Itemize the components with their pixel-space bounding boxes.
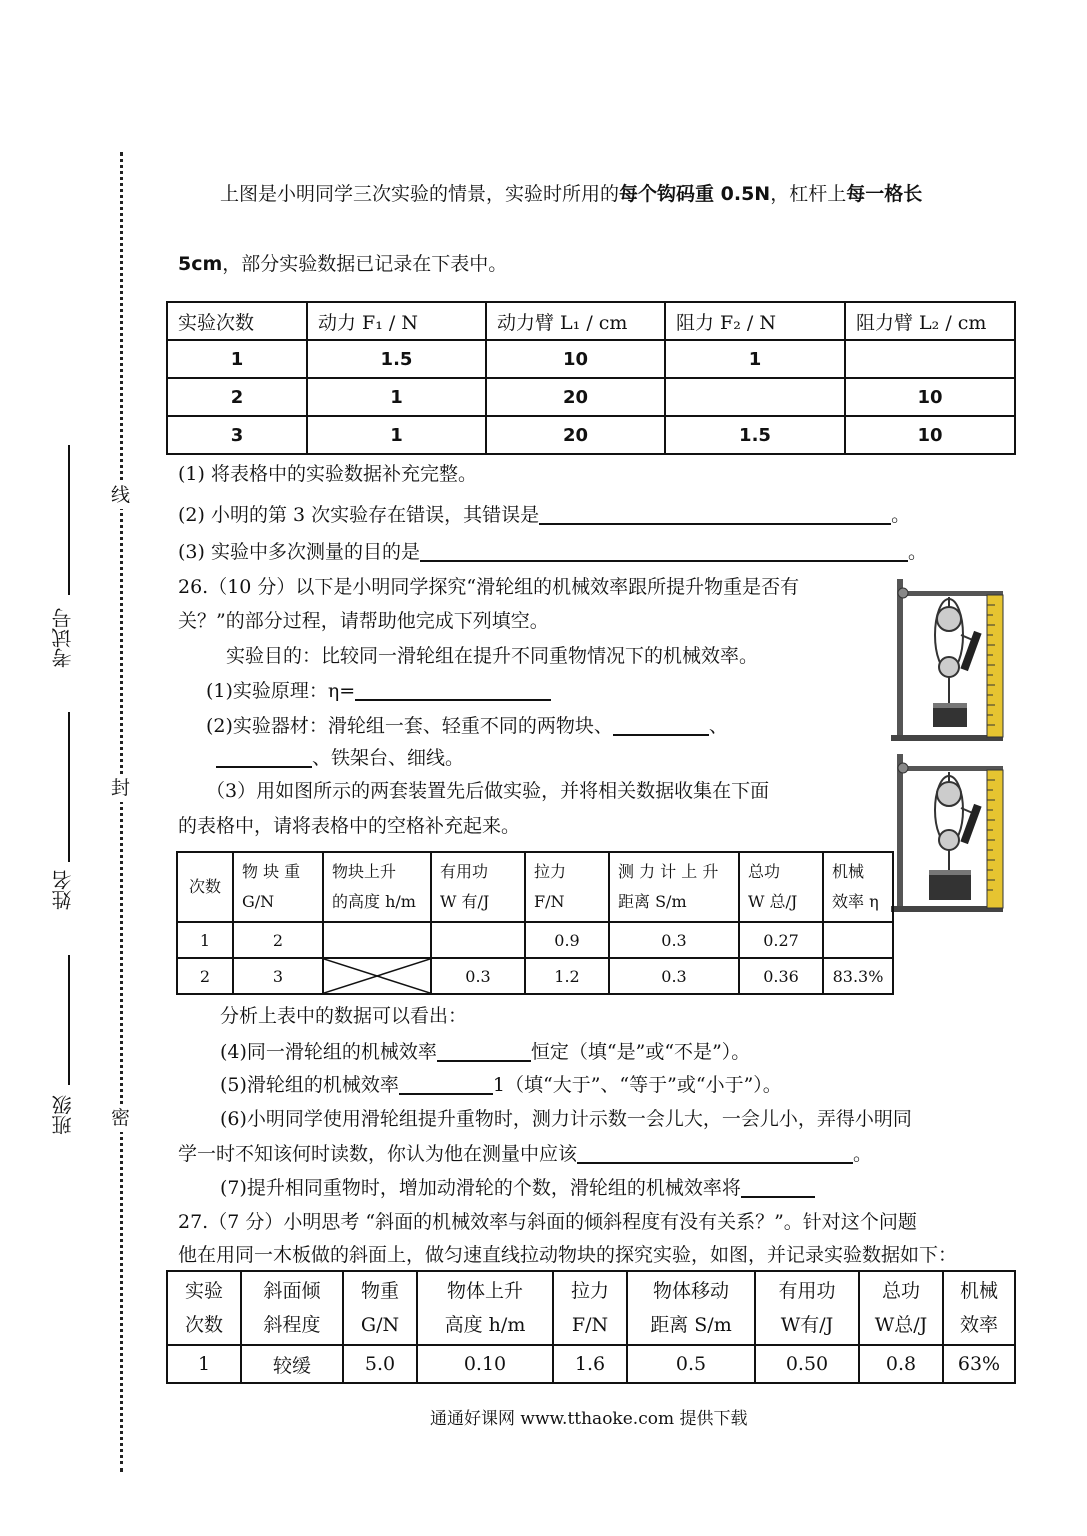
header-text: 拉力 bbox=[534, 862, 567, 881]
table-cell: 10 bbox=[845, 416, 1015, 454]
header-cell bbox=[739, 852, 823, 922]
intro-bold-grid: 每一格长 bbox=[846, 183, 923, 205]
table-row bbox=[177, 922, 893, 958]
q25-3 bbox=[178, 542, 927, 562]
header-text: W 有/J bbox=[440, 892, 490, 911]
q25-1: (1) 将表格中的实验数据补充完整。 bbox=[178, 463, 477, 485]
header-cell bbox=[823, 852, 893, 922]
header-text: 效率 bbox=[959, 1314, 998, 1336]
table-row bbox=[177, 958, 893, 994]
table-row bbox=[167, 340, 1015, 378]
q26-4-text-2: 恒定（填“是”或“不是”）。 bbox=[530, 1041, 751, 1063]
q26-7-text: (7)提升相同重物时，增加动滑轮的个数，滑轮组的机械效率将 bbox=[220, 1177, 741, 1199]
q25-2-text: (2) 小明的第 3 次实验存在错误，其错误是 bbox=[178, 504, 540, 526]
table-cell: 3 bbox=[167, 416, 307, 454]
intro-bold-weight: 每个钩码重 0.5N bbox=[619, 183, 771, 205]
table-header-row bbox=[167, 1271, 1015, 1345]
table-cell: 2 bbox=[177, 958, 233, 994]
pulley-apparatus-figure-1 bbox=[887, 575, 1007, 743]
q26-step3-line-1: （3）用如图所示的两套装置先后做实验，并将相关数据收集在下面 bbox=[206, 780, 770, 802]
table-cell: 1 bbox=[167, 1345, 241, 1383]
table-cell: 0.36 bbox=[739, 958, 823, 994]
header-cell bbox=[553, 1271, 627, 1345]
header-text: 距离 S/m bbox=[650, 1314, 732, 1336]
q26-4 bbox=[220, 1042, 750, 1062]
table-cell: 0.50 bbox=[755, 1345, 859, 1383]
header-cell bbox=[177, 852, 233, 922]
header-cell bbox=[167, 1271, 241, 1345]
table-cell: 1.5 bbox=[665, 416, 845, 454]
q25-2 bbox=[178, 505, 910, 525]
header-text: 总功 bbox=[881, 1280, 920, 1302]
q26-5-text-2: 1（填“大于”、“等于”或“小于”）。 bbox=[492, 1074, 782, 1096]
q26-equipment-text: (2)实验器材：滑轮组一套、轻重不同的两物块、 bbox=[206, 715, 613, 737]
header-text: W 总/J bbox=[748, 892, 798, 911]
answer-blank[interactable] bbox=[399, 1075, 493, 1095]
q26-line-1: 26.（10 分）以下是小明同学探究“滑轮组的机械效率跟所提升物重是否有 bbox=[178, 576, 800, 598]
table-cell: 较缓 bbox=[241, 1345, 343, 1383]
header-text: G/N bbox=[242, 892, 275, 911]
header-text: 物块上升 bbox=[332, 862, 397, 881]
q26-equipment-text-2: 、铁架台、细线。 bbox=[312, 747, 465, 769]
q26-6-line-2 bbox=[178, 1144, 872, 1164]
header-text: 拉力 bbox=[570, 1280, 609, 1302]
header-cell bbox=[627, 1271, 755, 1345]
q27-line-2: 他在用同一木板做的斜面上，做匀速直线拉动物块的探究实验，如图，并记录实验数据如下： bbox=[178, 1244, 958, 1266]
table-cell: 0.27 bbox=[739, 922, 823, 958]
incline-data-table bbox=[166, 1270, 1016, 1384]
intro-text-2: ，杠杆上 bbox=[770, 183, 847, 205]
table-cell: 3 bbox=[233, 958, 323, 994]
header-text: 高度 h/m bbox=[444, 1314, 526, 1336]
lever-data-table bbox=[166, 301, 1016, 455]
q25-2-end: 。 bbox=[891, 504, 911, 526]
table-row bbox=[167, 378, 1015, 416]
answer-blank[interactable] bbox=[420, 542, 908, 562]
cross-out-mark bbox=[324, 959, 430, 993]
header-cell bbox=[755, 1271, 859, 1345]
header-text: 距离 S/m bbox=[618, 892, 687, 911]
q26-7 bbox=[220, 1178, 815, 1198]
table-cell: 1.5 bbox=[307, 340, 486, 378]
header-text: 效率 η bbox=[832, 892, 879, 911]
header-cell bbox=[343, 1271, 417, 1345]
header-cell bbox=[609, 852, 739, 922]
header-text: 物体上升 bbox=[446, 1280, 523, 1302]
header-text: 的高度 h/m bbox=[332, 892, 416, 911]
table-cell: 83.3% bbox=[823, 958, 893, 994]
intro-line-1 bbox=[220, 185, 922, 204]
table-cell: 0.9 bbox=[525, 922, 609, 958]
header-cell bbox=[431, 852, 525, 922]
header-text: 斜程度 bbox=[263, 1314, 321, 1336]
table-cell: 0.10 bbox=[417, 1345, 553, 1383]
table-cell: 0.3 bbox=[609, 958, 739, 994]
q27-line-1: 27.（7 分）小明思考 “斜面的机械效率与斜面的倾斜程度有没有关系？”。针对这个问题 bbox=[178, 1211, 917, 1233]
header-cell: 阻力臂 L₂ / cm bbox=[845, 302, 1015, 340]
header-cell: 动力臂 L₁ / cm bbox=[486, 302, 665, 340]
q26-purpose: 实验目的：比较同一滑轮组在提升不同重物情况下的机械效率。 bbox=[226, 645, 759, 667]
header-text: 次数 bbox=[184, 1314, 223, 1336]
header-cell bbox=[417, 1271, 553, 1345]
table-cell: 0.8 bbox=[859, 1345, 943, 1383]
q26-5-text: (5)滑轮组的机械效率 bbox=[220, 1074, 399, 1096]
header-cell bbox=[859, 1271, 943, 1345]
answer-blank[interactable] bbox=[355, 681, 551, 701]
q26-equipment-sep: 、 bbox=[708, 715, 728, 737]
name-line bbox=[68, 712, 70, 862]
table-cell-blank[interactable] bbox=[823, 922, 893, 958]
table-cell-crossed bbox=[323, 958, 431, 994]
analysis-intro: 分析上表中的数据可以看出： bbox=[220, 1005, 468, 1027]
header-text: 有用功 bbox=[778, 1280, 836, 1302]
header-cell: 动力 F₁ / N bbox=[307, 302, 486, 340]
header-cell bbox=[525, 852, 609, 922]
q25-3-end: 。 bbox=[907, 541, 927, 563]
table-header-row bbox=[167, 302, 1015, 340]
table-cell: 1 bbox=[177, 922, 233, 958]
header-text: 次数 bbox=[188, 877, 221, 896]
table-cell: 0.5 bbox=[627, 1345, 755, 1383]
table-cell-blank[interactable] bbox=[431, 922, 525, 958]
intro-text-1: 上图是小明同学三次实验的情景，实验时所用的 bbox=[220, 183, 620, 205]
header-text: 机械 bbox=[832, 862, 865, 881]
q26-step3-line-2: 的表格中，请将表格中的空格补充起来。 bbox=[178, 815, 521, 837]
table-cell: 10 bbox=[486, 340, 665, 378]
table-cell: 20 bbox=[486, 378, 665, 416]
header-text: 测 力 计 上 升 bbox=[618, 862, 719, 881]
table-cell: 20 bbox=[486, 416, 665, 454]
header-text: F/N bbox=[534, 892, 565, 911]
table-cell: 1 bbox=[307, 378, 486, 416]
q26-6-text: 学一时不知该何时读数，你认为他在测量中应该 bbox=[178, 1143, 578, 1165]
intro-line-2 bbox=[178, 255, 507, 274]
table-cell: 1.6 bbox=[553, 1345, 627, 1383]
table-cell: 0.3 bbox=[431, 958, 525, 994]
table-cell: 1.2 bbox=[525, 958, 609, 994]
table-cell: 1 bbox=[665, 340, 845, 378]
answer-blank[interactable] bbox=[216, 748, 312, 768]
header-cell bbox=[943, 1271, 1015, 1345]
table-cell: 2 bbox=[233, 922, 323, 958]
answer-blank[interactable] bbox=[741, 1178, 815, 1198]
header-text: 物体移动 bbox=[652, 1280, 729, 1302]
header-text: 总功 bbox=[748, 862, 781, 881]
table-cell: 1 bbox=[307, 416, 486, 454]
binding-dotted-line bbox=[120, 152, 123, 1472]
table-cell-blank[interactable] bbox=[845, 340, 1015, 378]
header-text: 斜面倾 bbox=[263, 1280, 321, 1302]
table-cell: 63% bbox=[943, 1345, 1015, 1383]
header-text: 机械 bbox=[959, 1280, 998, 1302]
header-cell bbox=[233, 852, 323, 922]
table-header-row bbox=[177, 852, 893, 922]
header-text: 实验 bbox=[184, 1280, 223, 1302]
q26-5 bbox=[220, 1075, 782, 1095]
table-cell: 5.0 bbox=[343, 1345, 417, 1383]
table-cell: 10 bbox=[845, 378, 1015, 416]
q26-principle-text: (1)实验原理：η= bbox=[206, 680, 356, 702]
header-text: 物 块 重 bbox=[242, 862, 301, 881]
exam-no-line bbox=[68, 445, 70, 595]
header-text: 物重 bbox=[360, 1280, 399, 1302]
header-cell bbox=[323, 852, 431, 922]
table-cell-blank[interactable] bbox=[665, 378, 845, 416]
q25-3-text: (3) 实验中多次测量的目的是 bbox=[178, 541, 420, 563]
header-text: W有/J bbox=[780, 1314, 834, 1336]
q26-line-2: 关？”的部分过程，请帮助他完成下列填空。 bbox=[178, 610, 549, 632]
table-cell: 1 bbox=[167, 340, 307, 378]
header-text: G/N bbox=[360, 1314, 400, 1336]
header-text: 有用功 bbox=[440, 862, 489, 881]
pulley-data-table bbox=[176, 851, 894, 995]
q26-6-line-1: (6)小明同学使用滑轮组提升重物时，测力计示数一会儿大，一会儿小，弄得小明同 bbox=[220, 1108, 912, 1130]
q26-6-end: 。 bbox=[853, 1143, 873, 1165]
seal-label-feng: 封 bbox=[111, 775, 130, 802]
exam-no-label: 考试号 bbox=[51, 608, 75, 668]
answer-blank[interactable] bbox=[437, 1042, 531, 1062]
seal-label-mi: 密 bbox=[111, 1105, 130, 1132]
table-cell: 2 bbox=[167, 378, 307, 416]
intro-text-3: ，部分实验数据已记录在下表中。 bbox=[222, 253, 508, 275]
table-row bbox=[167, 416, 1015, 454]
answer-blank[interactable] bbox=[539, 505, 891, 525]
seal-label-xian: 线 bbox=[111, 482, 130, 509]
class-line bbox=[68, 955, 70, 1085]
header-cell: 实验次数 bbox=[167, 302, 307, 340]
q26-principle bbox=[206, 681, 551, 701]
q26-equipment bbox=[206, 716, 728, 736]
q26-equipment-2 bbox=[216, 748, 464, 768]
pulley-apparatus-figure-2 bbox=[887, 750, 1007, 914]
header-cell bbox=[241, 1271, 343, 1345]
table-cell: 0.3 bbox=[609, 922, 739, 958]
table-cell-blank[interactable] bbox=[323, 922, 431, 958]
page-footer: 通通好课网 www.tthaoke.com 提供下载 bbox=[430, 1409, 748, 1429]
answer-blank[interactable] bbox=[613, 716, 709, 736]
header-text: F/N bbox=[571, 1314, 609, 1336]
class-label: 班级 bbox=[51, 1095, 75, 1135]
name-label: 姓名 bbox=[51, 870, 75, 910]
header-cell: 阻力 F₂ / N bbox=[665, 302, 845, 340]
intro-bold-length: 5cm bbox=[178, 253, 223, 275]
q26-4-text: (4)同一滑轮组的机械效率 bbox=[220, 1041, 437, 1063]
table-row bbox=[167, 1345, 1015, 1383]
header-text: W总/J bbox=[874, 1314, 928, 1336]
answer-blank[interactable] bbox=[577, 1144, 853, 1164]
